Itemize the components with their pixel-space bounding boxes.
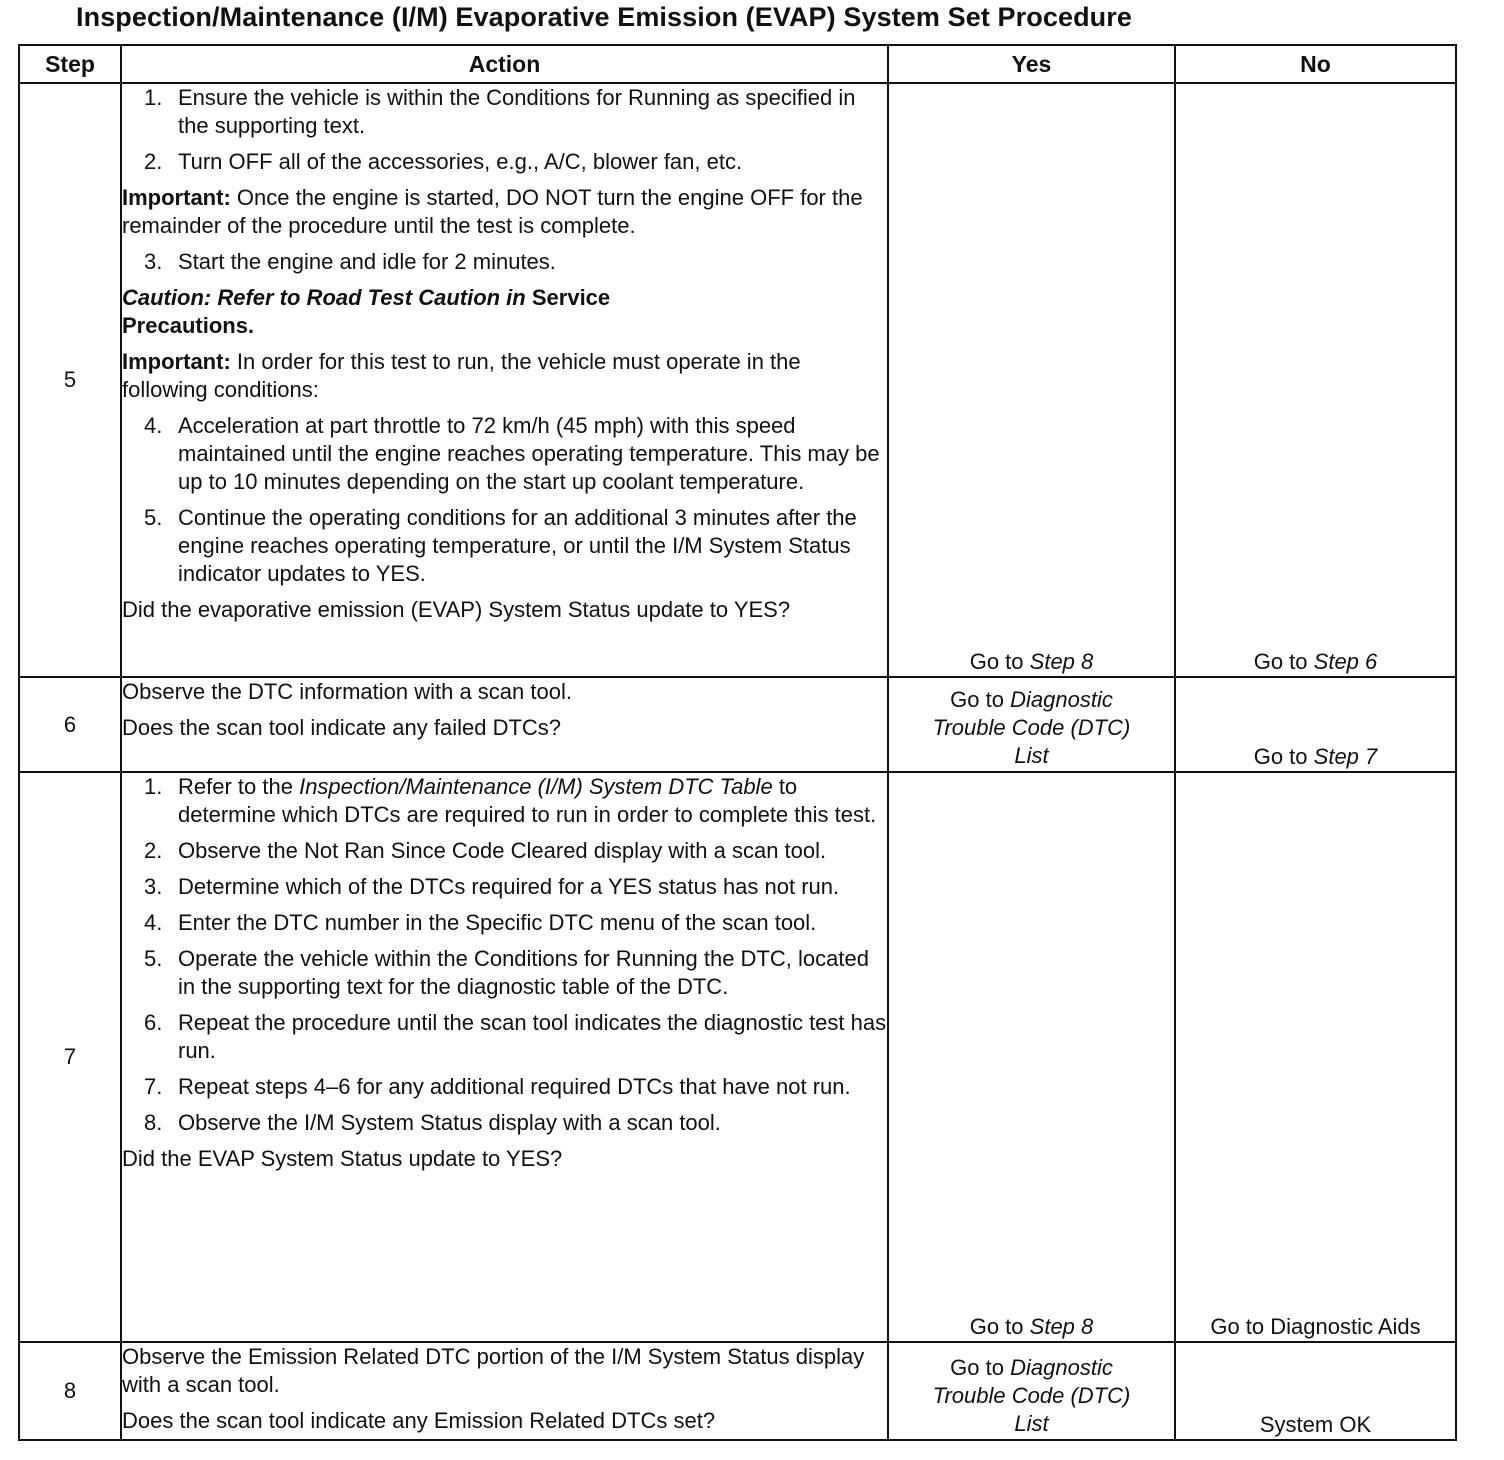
list-item bbox=[144, 412, 887, 496]
item-text: Acceleration at part throttle to 72 km/h (45 mph) with this speed maintained until the engine reaches operating temperature. This may be up to 10 minutes depending on the start up coolant temperature. bbox=[178, 413, 880, 494]
important-text: In order for this test to run, the vehicle must operate in the following conditions: bbox=[122, 349, 801, 402]
item-number: 1. bbox=[144, 85, 163, 110]
header-yes: Yes bbox=[888, 45, 1175, 83]
action-cell bbox=[121, 772, 888, 1342]
yes-reference: Step 8 bbox=[1029, 1314, 1094, 1339]
step-number: 8 bbox=[19, 1342, 121, 1440]
item-number: 4. bbox=[144, 413, 163, 438]
step-number: 7 bbox=[19, 772, 121, 1342]
action-cell bbox=[121, 677, 888, 772]
item-text: Turn OFF all of the accessories, e.g., A/C, blower fan, etc. bbox=[178, 149, 743, 174]
yes-cell bbox=[888, 83, 1175, 677]
header-action: Action bbox=[121, 45, 888, 83]
yes-cell bbox=[888, 772, 1175, 1342]
list-item bbox=[144, 248, 887, 276]
item-text: Start the engine and idle for 2 minutes. bbox=[178, 249, 556, 274]
no-cell bbox=[1175, 1342, 1456, 1440]
question: Does the scan tool indicate any Emission Related DTCs set? bbox=[122, 1408, 716, 1433]
item-text bbox=[178, 773, 887, 829]
yes-reference: Diagnostic Trouble Code (DTC) List bbox=[932, 1355, 1131, 1436]
item-number: 7. bbox=[144, 1074, 163, 1099]
caution-note bbox=[122, 284, 722, 340]
action-cell bbox=[121, 1342, 888, 1440]
no-text: System OK bbox=[1259, 1412, 1372, 1437]
item-number: 5. bbox=[144, 505, 163, 530]
list-item bbox=[144, 873, 887, 901]
question: Did the EVAP System Status update to YES? bbox=[122, 1146, 563, 1171]
important-note bbox=[122, 184, 887, 240]
item-number: 1. bbox=[144, 774, 163, 799]
no-reference: Step 7 bbox=[1313, 744, 1378, 769]
item-suffix: to determine which DTCs are required to run in order to complete this test. bbox=[178, 774, 877, 827]
list-item bbox=[144, 1109, 887, 1137]
item-number: 3. bbox=[144, 249, 163, 274]
list-item bbox=[144, 773, 887, 829]
list-item bbox=[144, 909, 887, 937]
action-cell bbox=[121, 83, 888, 677]
header-no: No bbox=[1175, 45, 1456, 83]
go-to-label: Go to bbox=[1253, 744, 1308, 769]
step-number: 5 bbox=[19, 83, 121, 677]
dtc-table-reference: Inspection/Maintenance (I/M) System DTC Table bbox=[299, 774, 773, 799]
go-to-label: Go to bbox=[969, 1314, 1024, 1339]
no-cell bbox=[1175, 677, 1456, 772]
step-number: 6 bbox=[19, 677, 121, 772]
item-number: 6. bbox=[144, 1010, 163, 1035]
item-text: Enter the DTC number in the Specific DTC menu of the scan tool. bbox=[178, 910, 817, 935]
no-reference: Step 6 bbox=[1313, 649, 1378, 674]
page-title: Inspection/Maintenance (I/M) Evaporative Emission (EVAP) System Set Procedure bbox=[76, 2, 1132, 32]
item-number: 2. bbox=[144, 149, 163, 174]
important-label: Important: bbox=[122, 185, 231, 210]
important-label: Important: bbox=[122, 349, 231, 374]
instruction: Observe the Emission Related DTC portion of the I/M System Status display with a scan tool. bbox=[122, 1344, 865, 1397]
yes-reference: Step 8 bbox=[1029, 649, 1094, 674]
important-note bbox=[122, 348, 887, 404]
list-item bbox=[144, 504, 887, 588]
item-prefix: Refer to the bbox=[178, 774, 293, 799]
list-item bbox=[144, 84, 887, 140]
question: Did the evaporative emission (EVAP) System Status update to YES? bbox=[122, 597, 791, 622]
item-number: 3. bbox=[144, 874, 163, 899]
table-row bbox=[19, 677, 1456, 772]
item-text: Ensure the vehicle is within the Conditions for Running as specified in the supporting text. bbox=[178, 85, 856, 138]
yes-cell bbox=[888, 677, 1175, 772]
item-number: 2. bbox=[144, 838, 163, 863]
list-item bbox=[144, 945, 887, 1001]
instruction: Observe the DTC information with a scan tool. bbox=[122, 679, 572, 704]
table-row bbox=[19, 83, 1456, 677]
no-cell bbox=[1175, 83, 1456, 677]
header-row bbox=[19, 45, 1456, 83]
caution-reference: Service Precautions. bbox=[122, 285, 611, 338]
item-number: 4. bbox=[144, 910, 163, 935]
no-text: Go to Diagnostic Aids bbox=[1210, 1314, 1421, 1339]
caution-text: Caution: Refer to Road Test Caution in bbox=[122, 285, 526, 310]
list-item bbox=[144, 148, 887, 176]
table-row bbox=[19, 772, 1456, 1342]
item-text: Determine which of the DTCs required for a YES status has not run. bbox=[178, 874, 840, 899]
go-to-label: Go to bbox=[969, 649, 1024, 674]
important-text: Once the engine is started, DO NOT turn the engine OFF for the remainder of the procedure until the test is complete. bbox=[122, 185, 863, 238]
list-item bbox=[144, 837, 887, 865]
procedure-table bbox=[18, 44, 1457, 1441]
table-row bbox=[19, 1342, 1456, 1440]
question: Does the scan tool indicate any failed DTCs? bbox=[122, 715, 562, 740]
list-item bbox=[144, 1073, 887, 1101]
go-to-label: Go to bbox=[950, 1355, 1004, 1380]
item-text: Repeat steps 4–6 for any additional required DTCs that have not run. bbox=[178, 1074, 851, 1099]
go-to-label: Go to bbox=[1253, 649, 1308, 674]
go-to-label: Go to bbox=[950, 687, 1004, 712]
yes-cell bbox=[888, 1342, 1175, 1440]
item-number: 8. bbox=[144, 1110, 163, 1135]
item-text: Observe the I/M System Status display with a scan tool. bbox=[178, 1110, 721, 1135]
item-text: Observe the Not Ran Since Code Cleared display with a scan tool. bbox=[178, 838, 827, 863]
item-text: Operate the vehicle within the Conditions for Running the DTC, located in the supporting text for the diagnostic table of the DTC. bbox=[178, 946, 869, 999]
item-text: Continue the operating conditions for an additional 3 minutes after the engine reaches operating temperature, or until the I/M System Status indicator updates to YES. bbox=[178, 505, 857, 586]
item-text: Repeat the procedure until the scan tool indicates the diagnostic test has run. bbox=[178, 1010, 887, 1063]
header-step: Step bbox=[19, 45, 121, 83]
yes-reference: Diagnostic Trouble Code (DTC) List bbox=[932, 687, 1131, 768]
list-item bbox=[144, 1009, 887, 1065]
item-number: 5. bbox=[144, 946, 163, 971]
no-cell bbox=[1175, 772, 1456, 1342]
